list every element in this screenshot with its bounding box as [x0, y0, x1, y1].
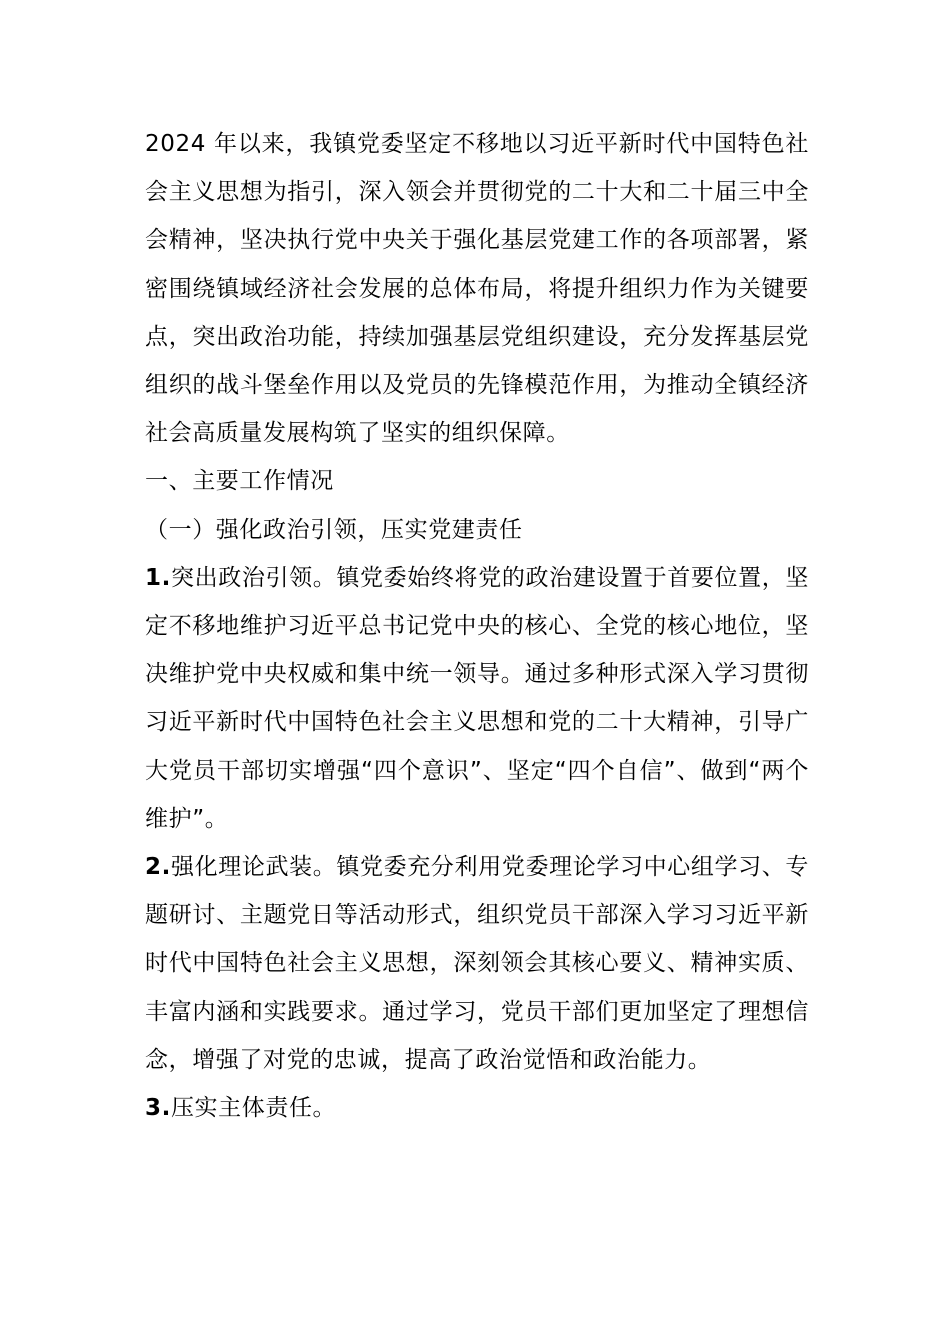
item-number: 1. [145, 564, 171, 591]
item-number: 3. [145, 1095, 171, 1122]
document-body [145, 120, 809, 1132]
item-text: 强化理论武装。镇党委充分利用党委理论学习中心组学习、专题研讨、主题党日等活动形式，组织党员干部深入学习习近平新时代中国特色社会主义思想，深刻领会其核心要义、精神实质、丰富内涵和实践要求。通过学习，党员干部们更加坚定了理想信念，增强了对党的忠诚，提高了政治觉悟和政治能力。 [145, 854, 809, 1073]
intro-paragraph: 2024 年以来，我镇党委坚定不移地以习近平新时代中国特色社会主义思想为指引，深入领会并贯彻党的二十大和二十届三中全会精神，坚决执行党中央关于强化基层党建工作的各项部署，紧密围绕镇域经济社会发展的总体布局，将提升组织力作为关键要点，突出政治功能，持续加强基层党组织建设，充分发挥基层党组织的战斗堡垒作用以及党员的先锋模范作用，为推动全镇经济社会高质量发展构筑了坚实的组织保障。 [145, 131, 809, 447]
list-item [145, 843, 809, 1084]
section-heading: 一、主要工作情况 [145, 468, 334, 495]
item-number: 2. [145, 854, 171, 881]
list-item [145, 554, 809, 843]
item-text: 压实主体责任。 [170, 1095, 337, 1122]
item-text: 突出政治引领。镇党委始终将党的政治建设置于首要位置，坚定不移地维护习近平总书记党中央的核心、全党的核心地位，坚决维护党中央权威和集中统一领导。通过多种形式深入学习贯彻习近平新时代中国特色社会主义思想和党的二十大精神，引导广大党员干部切实增强“四个意识”、坚定“四个自信”、做到“两个维护”。 [145, 564, 809, 832]
list-item [145, 1084, 809, 1132]
subsection-heading: （一）强化政治引领，压实党建责任 [145, 516, 523, 543]
